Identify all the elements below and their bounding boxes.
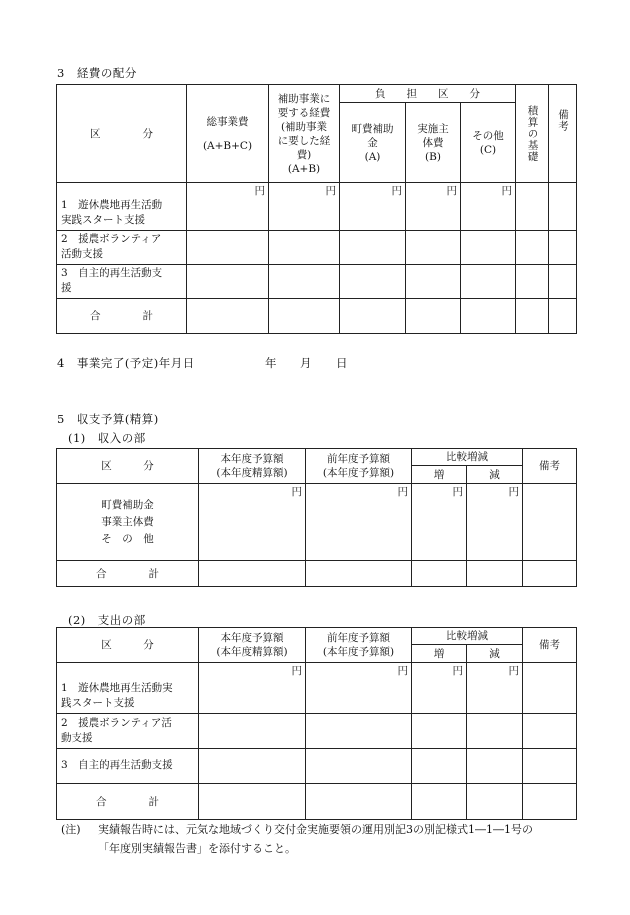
completion-year: 年: [265, 356, 277, 370]
income-header-compare: 比較増減: [412, 449, 523, 466]
expense-header-compare: 比較増減: [412, 628, 523, 645]
expense-heading: (2) 支出の部: [68, 613, 146, 627]
completion-day: 日: [336, 356, 348, 370]
income-items: 町費補助金 事業主体費 そ の 他: [57, 484, 199, 561]
row-label: 2 援農ボランティア活 動支援: [57, 714, 199, 749]
note-line1: 実績報告時には、元気な地域づくり交付金実施要領の運用別記3の別記様式1―1―1号の: [98, 823, 533, 836]
expense-header-remarks: 備考: [523, 628, 577, 663]
total-row: [57, 784, 577, 820]
total-row: [57, 299, 577, 334]
unit-yen: 円: [412, 484, 467, 561]
note-text: [98, 820, 598, 858]
expense-header-increase: 増: [412, 645, 467, 663]
income-header-kubun: 区 分: [57, 449, 199, 484]
unit-yen: 円: [199, 484, 306, 561]
expense-header-this-year: 本年度予算額 (本年度精算額): [199, 628, 306, 663]
income-header-last-year: 前年度予算額 (本年度予算額): [306, 449, 412, 484]
income-table: [56, 448, 577, 587]
row-label: 1 遊休農地再生活動実 践スタート支援: [57, 663, 199, 714]
expenditure-table: [56, 627, 577, 820]
header-implementer-cost: 実施主 体費 (B): [406, 103, 461, 183]
header-kubun: 区 分: [57, 85, 187, 183]
total-label: 合 計: [57, 299, 187, 334]
unit-yen: 円: [306, 663, 412, 714]
expense-header-last-year: 前年度予算額 (本年度予算額): [306, 628, 412, 663]
income-header-increase: 増: [412, 466, 467, 484]
unit-yen: 円: [187, 183, 269, 231]
row-label: 2 援農ボランティア 活動支援: [57, 231, 187, 265]
unit-yen: 円: [269, 183, 340, 231]
header-burden-category: 負 担 区 分: [340, 85, 516, 103]
header-calc-basis: 積算の基礎: [516, 85, 549, 183]
expense-header-kubun: 区 分: [57, 628, 199, 663]
unit-yen: 円: [406, 183, 461, 231]
section5-heading: 5 収支予算(精算): [57, 412, 159, 426]
unit-yen: 円: [306, 484, 412, 561]
total-label: 合 計: [57, 561, 199, 587]
unit-yen: 円: [340, 183, 406, 231]
unit-yen: 円: [467, 663, 523, 714]
table-row: [57, 231, 577, 265]
unit-yen: 円: [199, 663, 306, 714]
header-town-subsidy: 町費補助 金 (A): [340, 103, 406, 183]
header-total-cost: 総事業費 (A+B+C): [187, 85, 269, 183]
table-row: [57, 183, 577, 231]
income-header-remarks: 備考: [523, 449, 577, 484]
section3-heading: 3 経費の配分: [57, 66, 137, 80]
table-row: [57, 663, 577, 714]
header-remarks: 備考: [549, 85, 577, 183]
note-label: (注): [61, 823, 81, 836]
row-label: 3 自主的再生活動支 援: [57, 265, 187, 299]
total-row: [57, 561, 577, 587]
table-row: [57, 714, 577, 749]
header-subsidy-cost: 補助事業に 要する経費 (補助事業 に要した経 費) (A+B): [269, 85, 340, 183]
expense-allocation-table: [56, 84, 577, 334]
unit-yen: 円: [412, 663, 467, 714]
row-label: 1 遊休農地再生活動 実践スタート支援: [57, 183, 187, 231]
table-row: [57, 265, 577, 299]
table-row: [57, 749, 577, 784]
income-header-decrease: 減: [467, 466, 523, 484]
total-label: 合 計: [57, 784, 199, 820]
completion-month: 月: [300, 356, 312, 370]
completion-date-label: 4 事業完了(予定)年月日: [57, 356, 195, 370]
header-other: その他 (C): [461, 103, 516, 183]
table-row: [57, 484, 577, 561]
note-line2: 「年度別実績報告書」を添付すること。: [98, 842, 296, 855]
expense-header-decrease: 減: [467, 645, 523, 663]
row-label: 3 自主的再生活動支援: [57, 749, 199, 784]
unit-yen: 円: [467, 484, 523, 561]
unit-yen: 円: [461, 183, 516, 231]
income-header-this-year: 本年度予算額 (本年度精算額): [199, 449, 306, 484]
income-heading: (1) 収入の部: [68, 431, 146, 445]
